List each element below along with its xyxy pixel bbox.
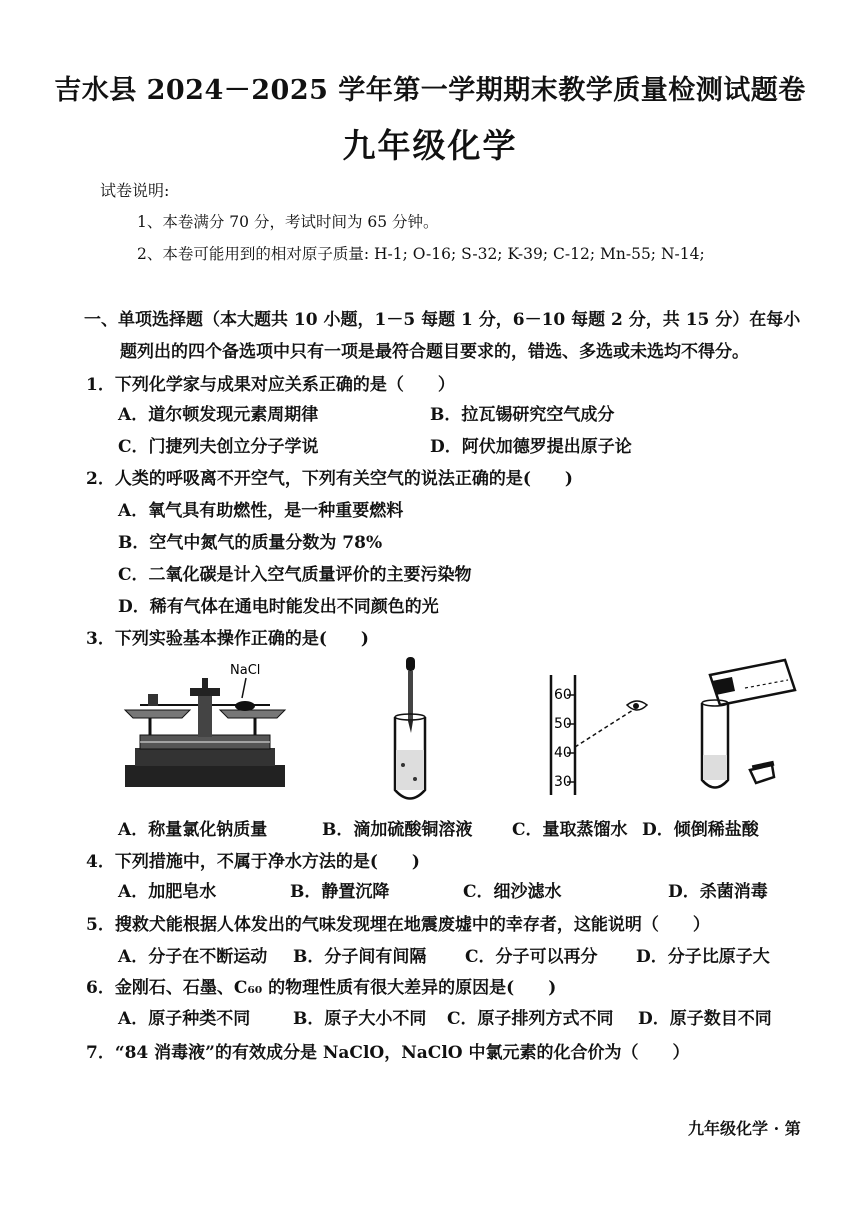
tick-label: 60 — [554, 687, 572, 703]
option-d: D．倾倒稀盐酸 — [642, 820, 759, 840]
exam-title: 吉水县 2024－2025 学年第一学期期末教学质量检测试题卷 — [54, 75, 806, 106]
section-instruction: 题列出的四个备选项中只有一项是最符合题目要求的，错选、多选或未选均不得分。 — [120, 342, 749, 362]
option-b: B．分子间有间隔 — [293, 947, 427, 967]
question-stem: 7．“84 消毒液”的有效成分是 NaClO，NaClO 中氯元素的化合价为（ ） — [86, 1043, 690, 1063]
dropper-figure — [385, 655, 435, 805]
balance-figure — [120, 660, 290, 795]
option-d: D．原子数目不同 — [638, 1009, 772, 1029]
question-stem: 3．下列实验基本操作正确的是( ) — [86, 629, 369, 649]
option-b: B．空气中氮气的质量分数为 78% — [118, 533, 383, 553]
option-a: A．原子种类不同 — [118, 1009, 251, 1029]
option-c: C．分子可以再分 — [465, 947, 598, 967]
tick-label: 40 — [554, 745, 572, 761]
option-c: C．门捷列夫创立分子学说 — [118, 437, 319, 457]
page-footer: 九年级化学 · 第 — [688, 1119, 801, 1138]
option-d: D．分子比原子大 — [636, 947, 770, 967]
question-stem: 2．人类的呼吸离不开空气，下列有关空气的说法正确的是( ) — [86, 469, 573, 489]
option-a: A．氧气具有助燃性，是一种重要燃料 — [118, 501, 404, 521]
notes-heading: 试卷说明: — [100, 181, 170, 200]
option-d: D．杀菌消毒 — [668, 882, 768, 902]
option-a: A．加肥皂水 — [118, 882, 217, 902]
note-item: 1、本卷满分 70 分，考试时间为 65 分钟。 — [137, 213, 439, 231]
option-a: A．称量氯化钠质量 — [118, 820, 268, 840]
option-c: C．原子排列方式不同 — [447, 1009, 614, 1029]
option-b: B．滴加硫酸铜溶液 — [322, 820, 473, 840]
section-heading: 一、单项选择题（本大题共 10 小题，1－5 每题 1 分，6－10 每题 2 分，共 15 分）在每小 — [84, 310, 801, 330]
option-d: D．阿伏加德罗提出原子论 — [430, 437, 632, 457]
note-item: 2、本卷可能用到的相对原子质量: H-1; O-16; S-32; K-39; C-12; Mn-55; N-14; — [137, 245, 705, 263]
exam-subtitle: 九年级化学 — [342, 126, 518, 165]
option-c: C．二氧化碳是计入空气质量评价的主要污染物 — [118, 565, 472, 585]
question-stem: 5．搜救犬能根据人体发出的气味发现埋在地震废墟中的幸存者，这能说明（ ） — [86, 915, 710, 935]
option-a: A．分子在不断运动 — [118, 947, 268, 967]
question-stem: 1．下列化学家与成果对应关系正确的是（ ） — [86, 375, 455, 395]
question-stem: 6．金刚石、石墨、C₆₀ 的物理性质有很大差异的原因是( ) — [86, 978, 557, 998]
option-c: C．量取蒸馏水 — [512, 820, 628, 840]
option-b: B．拉瓦锡研究空气成分 — [430, 405, 615, 425]
option-b: B．静置沉降 — [290, 882, 390, 902]
pouring-figure — [690, 655, 810, 805]
option-c: C．细沙滤水 — [463, 882, 562, 902]
tick-label: 30 — [554, 774, 572, 790]
cylinder-figure — [545, 675, 665, 800]
question-stem: 4．下列措施中，不属于净水方法的是( ) — [86, 852, 420, 872]
tick-label: 50 — [554, 716, 572, 732]
option-b: B．原子大小不同 — [293, 1009, 427, 1029]
option-a: A．道尔顿发现元素周期律 — [118, 405, 319, 425]
option-d: D．稀有气体在通电时能发出不同颜色的光 — [118, 597, 439, 617]
nacl-label: NaCl — [230, 663, 261, 678]
